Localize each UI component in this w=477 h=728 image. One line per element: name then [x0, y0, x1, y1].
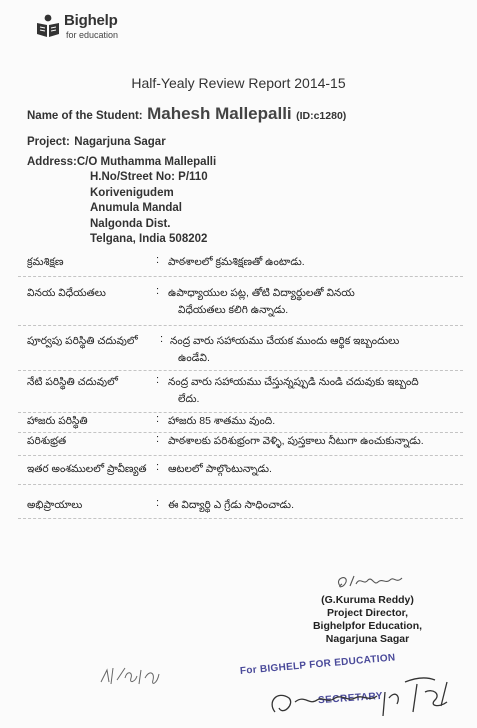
signatory-block [305, 594, 430, 646]
row-label: అభిప్రాయాలు [27, 499, 83, 511]
project-line [27, 132, 166, 150]
row-value: పాఠశాలకు పరిశుభ్రంగా వెళ్ళి, పుస్తకాలు నీటుగా ఉంచుకున్నాడు. [168, 435, 424, 447]
stamp-line2: SECRETARY [317, 690, 384, 707]
student-id: (ID:c1280) [296, 110, 347, 122]
row-colon: : [156, 413, 160, 425]
row-label: నేటి పరిస్థితి చదువులో [27, 376, 118, 388]
project-value: Nagarjuna Sagar [74, 136, 166, 148]
row-divider [18, 325, 463, 326]
row-colon: : [156, 285, 160, 297]
row-value: నంద్ర వారు సహాయము చేయక ముందు ఆర్థిక ఇబ్బందులు [170, 335, 400, 347]
row-value: ఈ విద్యార్థి ఎ గ్రేడు సాధించాడు. [168, 499, 294, 511]
address-label: Address: [27, 156, 77, 168]
address-line6: Telgana, India 508202 [90, 233, 208, 245]
student-name: Mahesh Mallepalli [147, 104, 292, 123]
student-label: Name of the Student: [27, 110, 143, 122]
brand-name: Bighelp [64, 12, 118, 29]
row-label: వినయ విధేయతలు [27, 287, 106, 299]
row-label: పూర్వపు పరిస్థితి చదువులో [27, 335, 138, 347]
row-label: పరిశుభ్రత [27, 435, 67, 447]
row-colon: : [160, 333, 164, 345]
row-colon: : [156, 433, 160, 445]
signatory-place: Nagarjuna Sagar [325, 633, 410, 645]
student-line [27, 104, 346, 124]
signatory-name: (G.Kuruma Reddy) [321, 594, 414, 606]
address-line5: Nalgonda Dist. [90, 217, 171, 230]
row-colon: : [156, 254, 160, 266]
book-person-logo-icon [35, 13, 61, 39]
row-value: పాఠశాలలో క్రమశిక్షణతో ఉంటాడు. [168, 256, 305, 268]
row-divider [18, 484, 463, 485]
row-label: ఇతర అంశములలో ప్రావీణ్యత [27, 463, 147, 475]
row-value-cont: విధేయతలు కలిగి ఉన్నాడు. [178, 304, 289, 316]
signatory-org: Bighelpfor Education, [312, 620, 423, 632]
row-value: ఉపాధ్యాయుల పట్ల, తోటి విద్యార్థులతో వినయ [168, 287, 355, 299]
row-value: నంద్ర వారు సహాయము చేస్తున్నప్పుడి నుండి చదువుకు ఇబ్బంది [168, 376, 419, 388]
row-value-cont: ఉండేవి. [178, 352, 210, 364]
row-colon: : [156, 374, 160, 386]
address-line4: Anumula Mandal [90, 202, 183, 214]
address-line3: Korivenigudem [90, 186, 174, 199]
address-line2: H.No/Street No: P/110 [90, 171, 208, 183]
row-colon: : [156, 497, 160, 509]
address-label-line [27, 155, 216, 171]
row-label: క్రమశిక్షణ [27, 256, 64, 268]
address-line1: C/O Muthamma Mallepalli [76, 156, 217, 168]
address-block [90, 170, 208, 248]
secretary-signature-icon [265, 672, 465, 724]
row-divider [18, 276, 463, 277]
report-title: Half-Yealy Review Report 2014-15 [131, 75, 346, 91]
stamp-line1: For BIGHELP FOR EDUCATION [239, 652, 396, 677]
row-divider [18, 370, 463, 371]
row-divider [18, 455, 463, 456]
director-signature-icon [330, 572, 410, 594]
signatory-role: Project Director, [326, 607, 409, 619]
row-divider [18, 518, 463, 519]
row-value: హాజరు 85 శాతము వుంది. [168, 415, 276, 427]
row-value: ఆటలలో పాల్గొంటున్నాడు. [168, 463, 272, 475]
row-label: హాజరు పరిస్థితి [27, 415, 88, 427]
project-label: Project: [27, 136, 70, 148]
row-colon: : [156, 461, 160, 473]
row-value-cont: లేదు. [178, 393, 200, 405]
handwritten-date-icon [95, 660, 165, 690]
brand-tagline: for education [66, 30, 119, 40]
